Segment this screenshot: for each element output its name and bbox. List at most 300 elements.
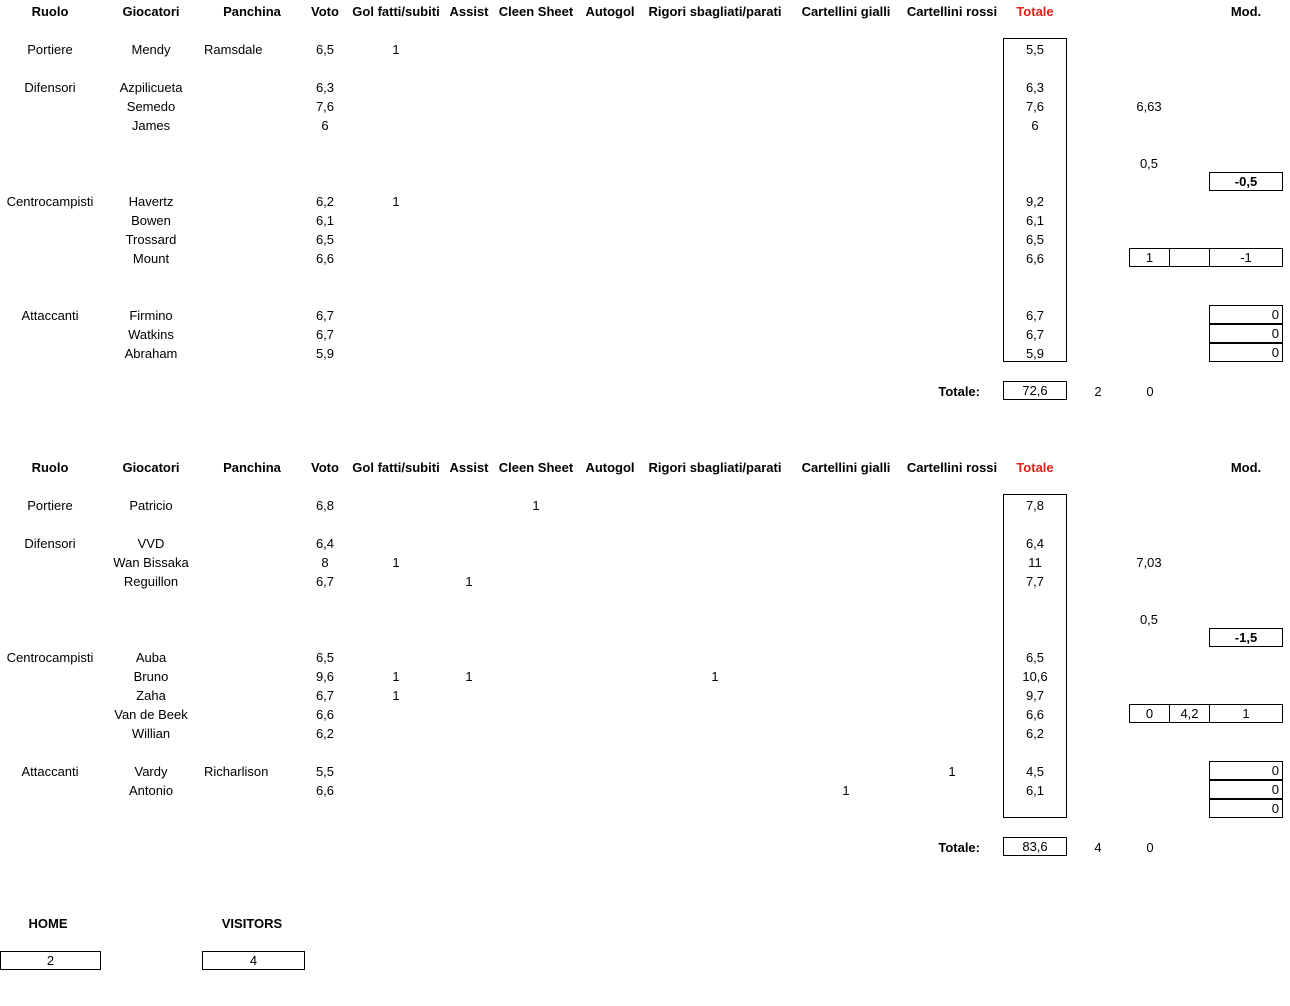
cell-panchina [196,724,278,743]
cell-assist [446,553,492,572]
att-mod-2: 0 [1209,780,1283,799]
cell-rigori [640,325,790,344]
cell-rossi: 1 [948,764,956,779]
cell-panchina [196,667,278,686]
cell-autogol [580,325,640,344]
cell-gialli [792,534,900,553]
cell-autogol [580,249,640,268]
cell-voto: 6,1 [315,213,335,228]
cell-assist [446,648,492,667]
cell-rossi [900,78,1004,97]
cell-panchina [196,97,278,116]
cell-rossi [900,686,1004,705]
mid-mod-b: 4,2 [1169,704,1210,723]
goals-value: 2 [1094,384,1102,399]
cell-giocatore: Azpilicueta [119,80,183,95]
cell-rigori [640,40,790,59]
cell-assist [446,686,492,705]
cell-cleen-sheet [492,306,580,325]
cell-cleen-sheet [492,534,580,553]
cell-voto: 6,6 [315,251,335,266]
header-autogol: Autogol [585,4,635,19]
cell-assist [446,306,492,325]
cell-giocatore: VVD [137,536,165,551]
cell-gialli [792,724,900,743]
cell-autogol [580,192,640,211]
header-panchina: Panchina [223,460,281,475]
cell-ruolo [0,211,100,230]
cell-gol [346,705,446,724]
cell-ruolo: Attaccanti [21,764,79,779]
cell-totale: 10,6 [1022,669,1048,684]
cell-gol [346,306,446,325]
cell-totale: 6,6 [1025,707,1045,722]
cell-giocatore: Mount [132,251,170,266]
header-rossi: Cartellini rossi [906,4,998,19]
extra-value: 0 [1146,384,1154,399]
cell-rossi [900,306,1004,325]
cell-totale: 5,5 [1025,42,1045,57]
cell-rigori [640,553,790,572]
cell-giocatore: Watkins [128,327,174,342]
cell-totale: 6 [1031,118,1039,133]
cell-ruolo [0,230,100,249]
cell-totale: 6,3 [1025,80,1045,95]
cell-assist [446,344,492,363]
cell-autogol [580,230,640,249]
cell-ruolo [0,553,100,572]
header-assist: Assist [449,460,489,475]
cell-assist [446,781,492,800]
cell-rossi [900,553,1004,572]
cell-voto: 6 [321,118,329,133]
cell-gol: 1 [392,669,400,684]
header-gol: Gol fatti/subiti [352,460,440,475]
cell-panchina [196,230,278,249]
header-rossi: Cartellini rossi [906,460,998,475]
cell-autogol [580,534,640,553]
mid-mod-a: 0 [1129,704,1170,723]
cell-panchina [196,249,278,268]
att-mod-3: 0 [1209,343,1283,362]
cell-voto: 6,7 [315,327,335,342]
cell-ruolo [0,781,100,800]
extra-value: 0 [1146,840,1154,855]
cell-cleen-sheet [492,762,580,781]
cell-totale: 6,7 [1025,308,1045,323]
cell-rossi [900,249,1004,268]
mid-mod-a: 1 [1129,248,1170,267]
cell-voto: 6,7 [315,574,335,589]
header-totale: Totale [1016,4,1054,19]
home-label: HOME [28,916,68,931]
cell-totale: 6,5 [1025,650,1045,665]
cell-totale: 7,8 [1025,498,1045,513]
cell-voto: 6,4 [315,536,335,551]
cell-totale: 6,1 [1025,213,1045,228]
cell-rigori [640,648,790,667]
cell-giocatore: Patricio [129,498,173,513]
cell-totale: 6,4 [1025,536,1045,551]
cell-cleen-sheet [492,97,580,116]
cell-gol: 1 [392,688,400,703]
header-voto: Voto [311,460,339,475]
header-assist: Assist [449,4,489,19]
cell-gialli [792,97,900,116]
cell-gol [346,230,446,249]
cell-giocatore: Bruno [133,669,169,684]
cell-ruolo [0,724,100,743]
cell-gialli [792,496,900,515]
cell-ruolo [0,325,100,344]
cell-giocatore: Zaha [136,688,166,703]
cell-cleen-sheet [492,192,580,211]
home-score: 2 [0,951,101,970]
cell-gol [346,762,446,781]
cell-rossi [900,97,1004,116]
cell-ruolo: Centrocampisti [6,194,94,209]
cell-panchina [196,192,278,211]
cell-rossi [900,344,1004,363]
header-totale: Totale [1016,460,1054,475]
cell-rigori [640,724,790,743]
cell-assist [446,249,492,268]
cell-rigori [640,572,790,591]
cell-gialli [792,325,900,344]
cell-gialli: 1 [842,783,850,798]
cell-rigori [640,230,790,249]
def-average: 7,03 [1136,555,1162,570]
cell-assist [446,325,492,344]
cell-totale: 6,6 [1025,251,1045,266]
cell-ruolo [0,116,100,135]
cell-gialli [792,648,900,667]
cell-totale: 5,9 [1025,346,1045,361]
header-gialli: Cartellini gialli [801,4,891,19]
cell-giocatore: Abraham [124,346,178,361]
cell-panchina: Richarlison [204,764,269,779]
header-ruolo: Ruolo [31,4,69,19]
header-gialli: Cartellini gialli [801,460,891,475]
cell-voto: 6,2 [315,726,335,741]
cell-ruolo [0,686,100,705]
cell-gol: 1 [392,42,400,57]
cell-rigori [640,249,790,268]
cell-rossi [900,40,1004,59]
cell-assist [446,211,492,230]
header-giocatori: Giocatori [122,460,180,475]
def-mod-value: -1,5 [1209,628,1283,647]
totale-label: Totale: [938,384,980,399]
cell-giocatore: Bowen [131,213,171,228]
cell-cleen-sheet [492,553,580,572]
cell-cleen-sheet [492,40,580,59]
cell-gialli [792,762,900,781]
cell-totale: 6,1 [1025,783,1045,798]
cell-panchina [196,648,278,667]
cell-rigori [640,211,790,230]
cell-autogol [580,553,640,572]
cell-autogol [580,211,640,230]
cell-assist [446,192,492,211]
cell-cleen-sheet [492,705,580,724]
att-mod-1: 0 [1209,761,1283,780]
totale-label: Totale: [938,840,980,855]
cell-autogol [580,97,640,116]
cell-gol: 1 [392,194,400,209]
cell-cleen-sheet [492,344,580,363]
cell-assist [446,762,492,781]
cell-gol [346,249,446,268]
cell-gialli [792,553,900,572]
cell-gol [346,572,446,591]
cell-gol [346,344,446,363]
cell-totale: 9,2 [1025,194,1045,209]
cell-voto: 6,5 [315,232,335,247]
cell-rossi [900,211,1004,230]
def-bonus: 0,5 [1139,156,1159,171]
cell-rossi [900,648,1004,667]
cell-ruolo [0,705,100,724]
cell-cleen-sheet [492,230,580,249]
cell-ruolo [0,344,100,363]
cell-giocatore: Vardy [134,764,168,779]
cell-gialli [792,306,900,325]
cell-gialli [792,116,900,135]
cell-panchina [196,306,278,325]
cell-voto: 6,2 [315,194,335,209]
cell-panchina [196,116,278,135]
cell-ruolo: Difensori [24,536,76,551]
cell-gialli [792,705,900,724]
cell-autogol [580,705,640,724]
cell-rossi [900,781,1004,800]
cell-autogol [580,78,640,97]
def-mod-value: -0,5 [1209,172,1283,191]
cell-rigori [640,781,790,800]
cell-cleen-sheet [492,667,580,686]
header-giocatori: Giocatori [122,4,180,19]
cell-ruolo: Centrocampisti [6,650,94,665]
cell-rossi [900,572,1004,591]
header-rigori: Rigori sbagliati/parati [648,4,782,19]
cell-panchina [196,781,278,800]
cell-autogol [580,344,640,363]
cell-totale: 9,7 [1025,688,1045,703]
cell-rigori [640,534,790,553]
goals-value: 4 [1094,840,1102,855]
visitors-score: 4 [202,951,305,970]
cell-panchina [196,325,278,344]
cell-rigori [640,116,790,135]
def-bonus: 0,5 [1139,612,1159,627]
header-rigori: Rigori sbagliati/parati [648,460,782,475]
cell-giocatore: Willian [131,726,171,741]
cell-rigori [640,97,790,116]
cell-voto: 7,6 [315,99,335,114]
cell-assist [446,230,492,249]
def-average: 6,63 [1136,99,1162,114]
cell-cleen-sheet [492,724,580,743]
cell-autogol [580,724,640,743]
cell-totale: 6,2 [1025,726,1045,741]
cell-gialli [792,344,900,363]
cell-ruolo: Difensori [24,80,76,95]
cell-gialli [792,211,900,230]
cell-totale: 7,6 [1025,99,1045,114]
cell-panchina [196,705,278,724]
cell-rossi [900,667,1004,686]
totale-value: 83,6 [1003,837,1067,856]
cell-autogol [580,686,640,705]
header-mod: Mod. [1230,4,1262,19]
cell-gialli [792,572,900,591]
cell-voto: 6,8 [315,498,335,513]
cell-assist [446,705,492,724]
cell-voto: 6,6 [315,783,335,798]
visitors-label: VISITORS [221,916,283,931]
cell-rigori [640,496,790,515]
cell-assist [446,724,492,743]
cell-panchina [196,211,278,230]
cell-giocatore: Antonio [128,783,174,798]
cell-totale: 6,7 [1025,327,1045,342]
cell-autogol [580,781,640,800]
cell-voto: 8 [321,555,329,570]
cell-rigori [640,762,790,781]
header-panchina: Panchina [223,4,281,19]
cell-cleen-sheet [492,325,580,344]
cell-totale: 6,5 [1025,232,1045,247]
cell-giocatore: Mendy [131,42,171,57]
header-voto: Voto [311,4,339,19]
cell-autogol [580,667,640,686]
cell-ruolo [0,667,100,686]
cell-cleen-sheet [492,78,580,97]
cell-gol [346,97,446,116]
cell-voto: 6,3 [315,80,335,95]
cell-rossi [900,705,1004,724]
cell-voto: 5,9 [315,346,335,361]
cell-gialli [792,667,900,686]
cell-gol [346,211,446,230]
cell-panchina [196,344,278,363]
cell-giocatore: Auba [135,650,167,665]
cell-giocatore: Reguillon [123,574,179,589]
cell-rigori [640,686,790,705]
cell-rossi [900,534,1004,553]
header-mod: Mod. [1230,460,1262,475]
cell-autogol [580,116,640,135]
cell-autogol [580,496,640,515]
cell-gol [346,724,446,743]
cell-rossi [900,192,1004,211]
cell-ruolo [0,572,100,591]
cell-gialli [792,686,900,705]
att-mod-1: 0 [1209,305,1283,324]
cell-ruolo: Portiere [27,498,73,513]
cell-gialli [792,78,900,97]
cell-voto: 5,5 [315,764,335,779]
cell-cleen-sheet [492,648,580,667]
totale-value: 72,6 [1003,381,1067,400]
cell-gol [346,116,446,135]
cell-rigori [640,192,790,211]
cell-totale: 11 [1028,555,1042,570]
cell-assist [446,534,492,553]
header-gol: Gol fatti/subiti [352,4,440,19]
cell-rigori [640,705,790,724]
cell-giocatore: Wan Bissaka [113,555,189,570]
cell-gol [346,534,446,553]
cell-ruolo [0,97,100,116]
cell-autogol [580,762,640,781]
cell-gialli [792,249,900,268]
cell-assist [446,496,492,515]
cell-giocatore: Havertz [128,194,174,209]
cell-voto: 9,6 [315,669,335,684]
cell-cleen-sheet [492,686,580,705]
cell-assist [446,116,492,135]
cell-cleen-sheet [492,572,580,591]
cell-rigori: 1 [711,669,719,684]
cell-ruolo: Portiere [27,42,73,57]
cell-rossi [900,116,1004,135]
mid-mod-c: 1 [1209,704,1283,723]
cell-assist [446,40,492,59]
cell-gol [346,78,446,97]
cell-panchina [196,534,278,553]
cell-panchina [196,496,278,515]
cell-rigori [640,306,790,325]
cell-assist [446,78,492,97]
cell-ruolo: Attaccanti [21,308,79,323]
cell-panchina [196,553,278,572]
cell-giocatore: Firmino [129,308,173,323]
cell-gol: 1 [392,555,400,570]
cell-gialli [792,192,900,211]
cell-gialli [792,40,900,59]
cell-giocatore: Van de Beek [114,707,188,722]
cell-cleen-sheet: 1 [532,498,540,513]
cell-voto: 6,5 [315,650,335,665]
cell-giocatore: James [131,118,171,133]
cell-autogol [580,572,640,591]
att-mod-2: 0 [1209,324,1283,343]
cell-gol [346,781,446,800]
cell-rossi [900,230,1004,249]
cell-ruolo [0,249,100,268]
cell-gol [346,648,446,667]
cell-panchina: Ramsdale [204,42,263,57]
header-cleen-sheet: Cleen Sheet [498,4,574,19]
cell-gol [346,325,446,344]
cell-autogol [580,40,640,59]
cell-autogol [580,306,640,325]
cell-cleen-sheet [492,781,580,800]
header-cleen-sheet: Cleen Sheet [498,460,574,475]
cell-panchina [196,78,278,97]
cell-giocatore: Semedo [126,99,176,114]
mid-mod-b [1169,248,1210,267]
cell-voto: 6,7 [315,688,335,703]
cell-voto: 6,7 [315,308,335,323]
cell-voto: 6,6 [315,707,335,722]
cell-cleen-sheet [492,211,580,230]
cell-rossi [900,724,1004,743]
cell-panchina [196,572,278,591]
cell-rossi [900,496,1004,515]
